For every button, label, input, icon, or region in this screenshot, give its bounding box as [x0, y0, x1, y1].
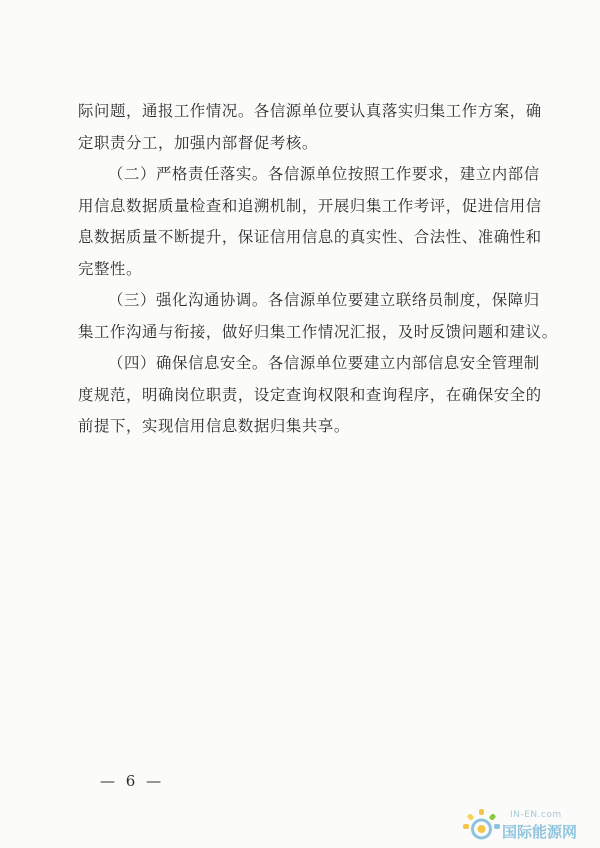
paragraph-line: （二）严格责任落实。各信源单位按照工作要求，建立内部信 [108, 165, 540, 183]
document-body [78, 96, 558, 443]
paragraph-line: 际问题，通报工作情况。各信源单位要认真落实归集工作方案，确 [78, 102, 542, 120]
paragraph-line: 度规范，明确岗位职责，设定查询权限和查询程序，在确保安全的 [78, 385, 542, 404]
sun-logo-icon [462, 808, 502, 844]
watermark-logo [462, 808, 594, 844]
paragraph-line: 息数据质量不断提升，保证信用信息的真实性、合法性、准确性和 [78, 228, 542, 246]
paragraph-line: 集工作沟通与衔接，做好归集工作情况汇报，及时反馈问题和建议。 [78, 322, 558, 341]
paragraph-line: 定职责分工，加强内部督促考核。 [78, 133, 318, 152]
sun-core [478, 825, 486, 833]
paragraph-line: （四）确保信息安全。各信源单位要建立内部信息安全管理制 [108, 354, 540, 372]
paragraph-line: 完整性。 [78, 259, 142, 278]
paragraph-line: 前提下，实现信用信息数据归集共享。 [78, 417, 350, 435]
paragraph-line: （三）强化沟通协调。各信源单位要建立联络员制度，保障归 [108, 291, 540, 309]
page-number: — 6 — [100, 772, 165, 790]
watermark-site-name: 国际能源网 [502, 823, 578, 841]
paragraph-line: 用信息数据质量检查和追溯机制，开展归集工作考评，促进信用信 [78, 196, 542, 215]
watermark-domain: IN-EN.com [510, 810, 562, 820]
